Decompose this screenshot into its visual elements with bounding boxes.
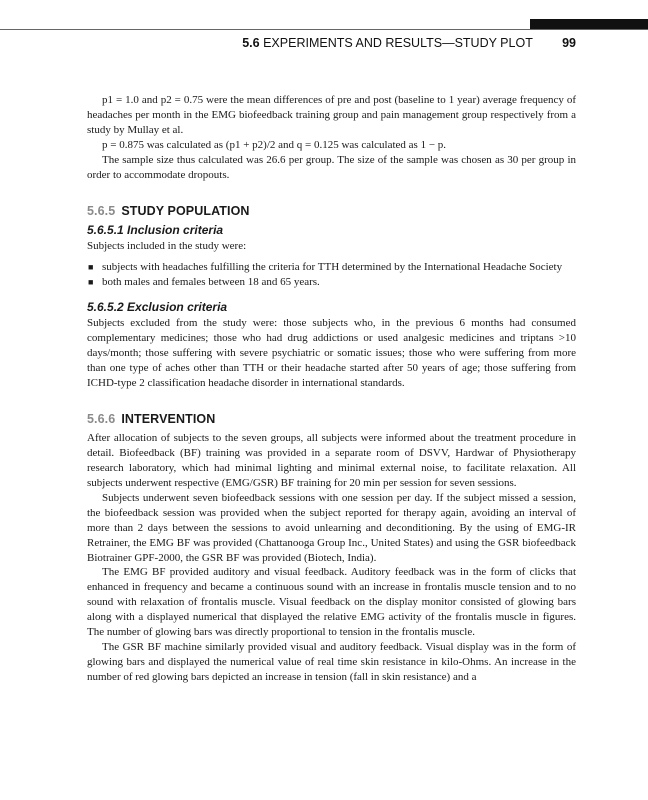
intervention-paragraph-1: After allocation of subjects to the seven groups, all subjects were informed about the treatment procedure in detail. Biofeedback (BF) training was provided in a separate room of DSVV, Hardwar of Physiotherapy research laboratory, which had minimal lighting and minimal external noise, to facilitate relaxation. All subjects underwent respective (EMG/GSR) BF training for 20 min per session for seven sessions.	[87, 432, 576, 490]
subsection-heading-exclusion	[87, 300, 576, 315]
list-item	[87, 260, 576, 275]
list-item-text: both males and females between 18 and 65 years.	[102, 276, 320, 289]
subsection-number: 5.6.5.1	[87, 223, 124, 238]
intervention-paragraph-2: Subjects underwent seven biofeedback sessions with one session per day. If the subject missed a session, the biofeedback session was provided when the subject reported for therapy again, avoiding an interval of more than 2 days between the sessions to avoid unlearning and deconditioning. By the using of EMG-IR Retrainer, the EMG BF was provided (Chattanooga Group Inc., United States) and using the GSR biofeedback Biotrainer GPF-2000, the GSR BF was provided (Biotech, India).	[87, 491, 576, 564]
section-heading-intervention	[87, 412, 576, 427]
bullet-icon: ■	[88, 277, 94, 288]
intervention-paragraph-3: The EMG BF provided auditory and visual feedback. Auditory feedback was in the form of clicks that enhanced in frequency and became a continuous sound with an increase in frontalis muscle tension and to no sound with relaxation of frontalis muscle. Visual feedback on the display monitor consisted of glowing bars along with a displayed numerical that displayed the relative EMG activity of the frontalis muscle in figures. The number of glowing bars was directly proportional to tension in the frontalis muscle.	[87, 566, 576, 639]
subsection-title: Exclusion criteria	[127, 299, 228, 314]
intro-paragraph-2: p = 0.875 was calculated as (p1 + p2)/2 and q = 0.125 was calculated as 1 − p.	[102, 138, 447, 151]
intro-paragraph-1: p1 = 1.0 and p2 = 0.75 were the mean differences of pre and post (baseline to 1 year) average frequency of headaches per month in the EMG biofeedback training group and pain management group respectively from a study by Mullay et al.	[87, 94, 576, 136]
section-number: 5.6.5	[87, 204, 116, 219]
exclusion-paragraph: Subjects excluded from the study were: those subjects who, in the previous 6 months had consumed complementary medicines; those who had drug addictions or used analgesic medicines and triptans >10 days/month; those suffering with severe psychiatric or somatic issues; those who were suffering from more than one type of aches other than TTH or their headache started after 50 years of age; those suffering from ICHD-type 2 classification headache disorder in international standards.	[87, 316, 576, 389]
page-body	[87, 93, 576, 685]
section-number: 5.6.6	[87, 412, 116, 427]
bullet-icon: ■	[88, 262, 94, 273]
section-title: INTERVENTION	[121, 412, 216, 427]
subsection-heading-inclusion	[87, 223, 576, 238]
running-head-title: EXPERIMENTS AND RESULTS—STUDY PLOT	[263, 36, 533, 50]
list-item	[87, 275, 576, 290]
inclusion-lead: Subjects included in the study were:	[87, 240, 247, 253]
intro-paragraph-3: The sample size thus calculated was 26.6 per group. The size of the sample was chosen as 30 per group in order to accommodate dropouts.	[87, 153, 576, 181]
section-title: STUDY POPULATION	[121, 204, 250, 219]
subsection-number: 5.6.5.2	[87, 299, 124, 314]
running-head	[242, 36, 576, 50]
page-number: 99	[562, 36, 576, 50]
inclusion-list	[87, 260, 576, 290]
intervention-paragraph-4: The GSR BF machine similarly provided visual and auditory feedback. Visual display was in the form of glowing bars and displayed the numerical value of real time skin resistance in kilo-Ohms. An increase in the number of red glowing bars depicted an increase in tension (fall in skin resistance) and a	[87, 641, 576, 683]
list-item-text: subjects with headaches fulfilling the criteria for TTH determined by the International Headache Society	[102, 261, 563, 274]
section-heading-study-population	[87, 204, 576, 219]
subsection-title: Inclusion criteria	[127, 223, 224, 238]
running-head-section-number: 5.6	[242, 36, 260, 50]
header-rule	[0, 29, 648, 30]
